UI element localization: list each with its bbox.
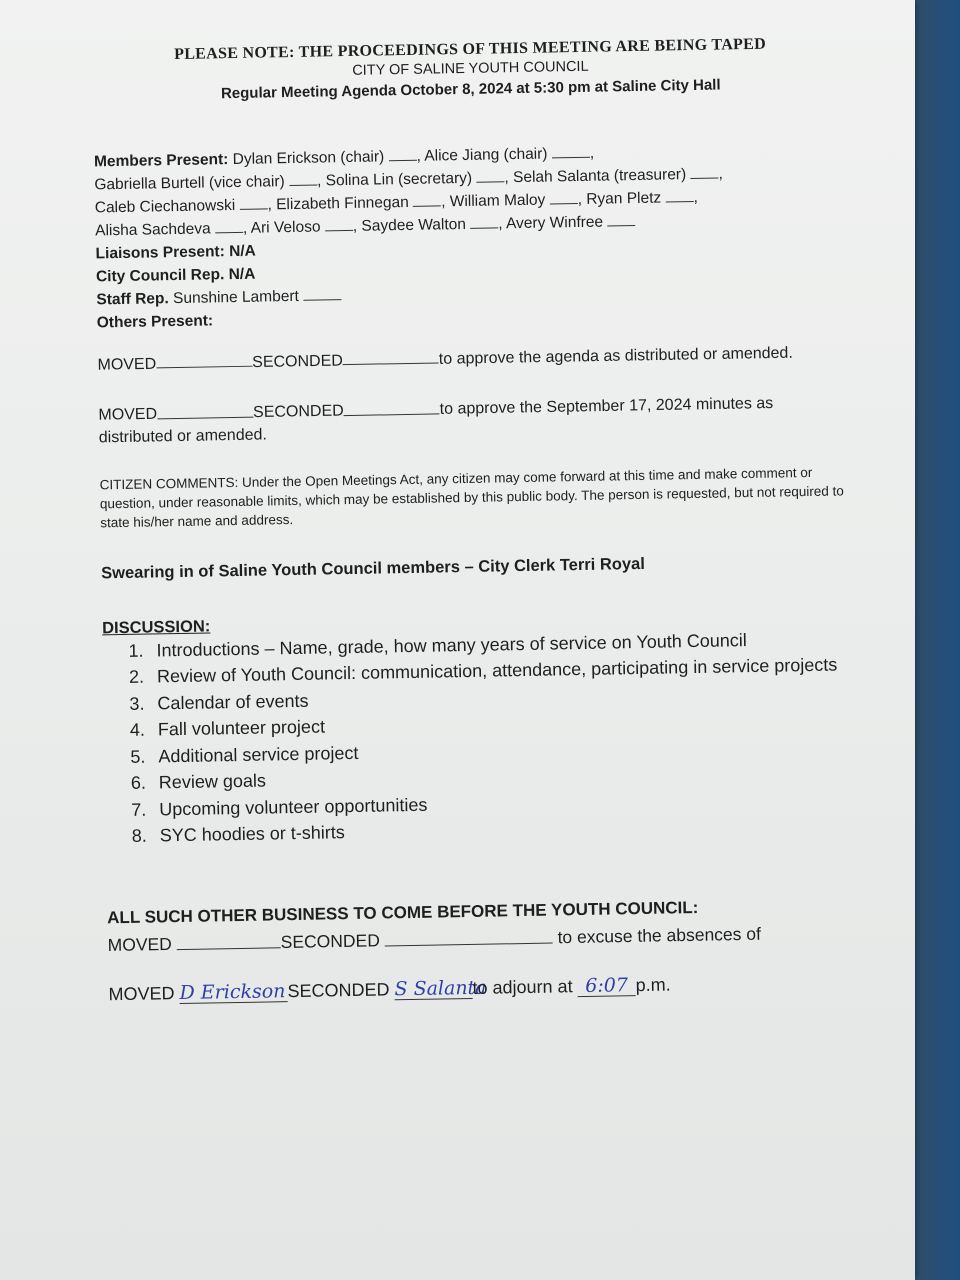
liaisons-value: N/A (228, 242, 256, 261)
member-name: Caleb Ciechanowski (94, 196, 236, 217)
moved-label: MOVED (97, 355, 157, 374)
staff-rep-label: Staff Rep. (96, 290, 169, 309)
member-name: Saydee Walton (361, 215, 467, 235)
seconded-label: SECONDED (252, 402, 344, 422)
attendance-blank (388, 146, 416, 161)
member-name: Solina Lin (secretary) (325, 169, 473, 190)
discussion-list (128, 624, 894, 849)
others-label: Others Present: (96, 312, 214, 332)
discussion-heading: DISCUSSION: (101, 617, 211, 638)
list-item: 6. Review goals (130, 770, 267, 794)
approve-minutes-motion (98, 391, 887, 449)
attendance-blank (607, 211, 635, 226)
list-item: 8. SYC hoodies or t-shirts (131, 822, 345, 847)
motion-text: to approve the September 17, 2024 minutes as (439, 395, 774, 419)
approve-agenda-motion (97, 341, 885, 377)
members-line-3: Caleb Ciechanowski , Elizabeth Finnegan , William Maloy , Ryan Pletz , (94, 188, 698, 217)
attendance-blank (289, 171, 317, 186)
meeting-title: Regular Meeting Agenda October 8, 2024 at 5:30 pm at Saline City Hall (220, 76, 721, 103)
organization-name: CITY OF SALINE YOUTH COUNCIL (352, 58, 589, 79)
member-name: William Maloy (449, 191, 546, 211)
attendance-blank (470, 213, 498, 228)
adjourn-text: to adjourn at (472, 975, 573, 998)
moved-label: MOVED (98, 406, 158, 425)
attendance-blank (215, 218, 243, 233)
moved-label: MOVED (108, 982, 175, 1004)
attendance-blank (303, 285, 341, 301)
attendance-blank (690, 164, 718, 179)
list-item: 7. Upcoming volunteer opportunities (131, 794, 428, 820)
attendance-blank (239, 194, 267, 209)
members-line-1: Members Present: Dylan Erickson (chair) , Alice Jiang (chair) , (93, 144, 595, 171)
attendance-blank (549, 189, 577, 204)
adjourn-motion (108, 970, 896, 1005)
member-name: Dylan Erickson (chair) (232, 148, 385, 169)
seconded-label: SECONDED (287, 978, 390, 1001)
list-item: 4. Fall volunteer project (129, 716, 326, 741)
moved-blank (156, 352, 252, 369)
attendance-blank (325, 216, 353, 231)
member-name: Alisha Sachdeva (95, 220, 211, 240)
council-rep-value: N/A (228, 265, 256, 284)
member-name: Ryan Pletz (586, 189, 662, 208)
liaisons-label: Liaisons Present: (95, 243, 225, 263)
members-line-2: Gabriella Burtell (vice chair) , Solina Lin (secretary) , Selah Salanta (treasurer) , (94, 165, 723, 194)
seconded-blank (385, 926, 553, 946)
members-label: Members Present: (93, 151, 229, 171)
moved-label: MOVED (107, 933, 173, 955)
motion-text: to approve the agenda as distributed or amended. (438, 344, 793, 368)
motion-text-continued: distributed or amended. (98, 426, 268, 447)
list-item: 3. Calendar of events (129, 690, 309, 714)
attendance-blank (552, 143, 590, 159)
members-line-4: Alisha Sachdeva , Ari Veloso , Saydee Walton , Avery Winfree (95, 206, 883, 243)
motion-text: to excuse the absences of (557, 923, 762, 947)
member-name: Selah Salanta (treasurer) (512, 166, 687, 187)
member-name: Ari Veloso (250, 218, 321, 237)
handwritten-moved-by: D Erickson (179, 981, 287, 1004)
seconded-label: SECONDED (280, 930, 381, 952)
agenda-content (60, 34, 897, 1006)
swearing-in: Swearing in of Saline Youth Council members – City Clerk Terri Royal (101, 554, 645, 583)
seconded-label: SECONDED (252, 352, 344, 372)
moved-blank (157, 402, 253, 419)
seconded-blank (343, 348, 439, 365)
taping-notice: PLEASE NOTE: THE PROCEEDINGS OF THIS MEETING ARE BEING TAPED (174, 35, 767, 64)
member-name: Avery Winfree (505, 213, 604, 233)
attendance-blank (413, 191, 441, 206)
document-header (60, 34, 881, 105)
member-name: Elizabeth Finnegan (275, 193, 409, 214)
moved-blank (177, 931, 281, 950)
staff-rep-name: Sunshine Lambert (172, 287, 299, 308)
other-business-heading: ALL SUCH OTHER BUSINESS TO COME BEFORE THE YOUTH COUNCIL: (107, 897, 699, 928)
list-item: 2. Review of Youth Council: communication, attendance, participating in service projects (128, 654, 838, 688)
council-rep-label: City Council Rep. (95, 266, 225, 286)
time-suffix: p.m. (635, 974, 671, 995)
handwritten-adjourn-time: 6:07 (577, 975, 635, 997)
list-item: 1. Introductions – Name, grade, how many years of service on Youth Council (128, 629, 747, 661)
attendance-section (94, 137, 885, 335)
citizen-comments: CITIZEN COMMENTS: Under the Open Meetings Act, any citizen may come forward at this time and make comment or question, under reasonable limits, which may be established by this public body. The person is requested, but not required to state his/her name and address. (99, 464, 844, 531)
seconded-blank (344, 399, 440, 416)
attendance-blank (665, 187, 693, 202)
list-item: 5. Additional service project (130, 742, 359, 767)
member-name: Alice Jiang (chair) (424, 145, 548, 165)
handwritten-seconded-by: S Salanta (394, 976, 487, 1000)
member-name: Gabriella Burtell (vice chair) (94, 173, 285, 194)
attendance-blank (476, 167, 504, 182)
